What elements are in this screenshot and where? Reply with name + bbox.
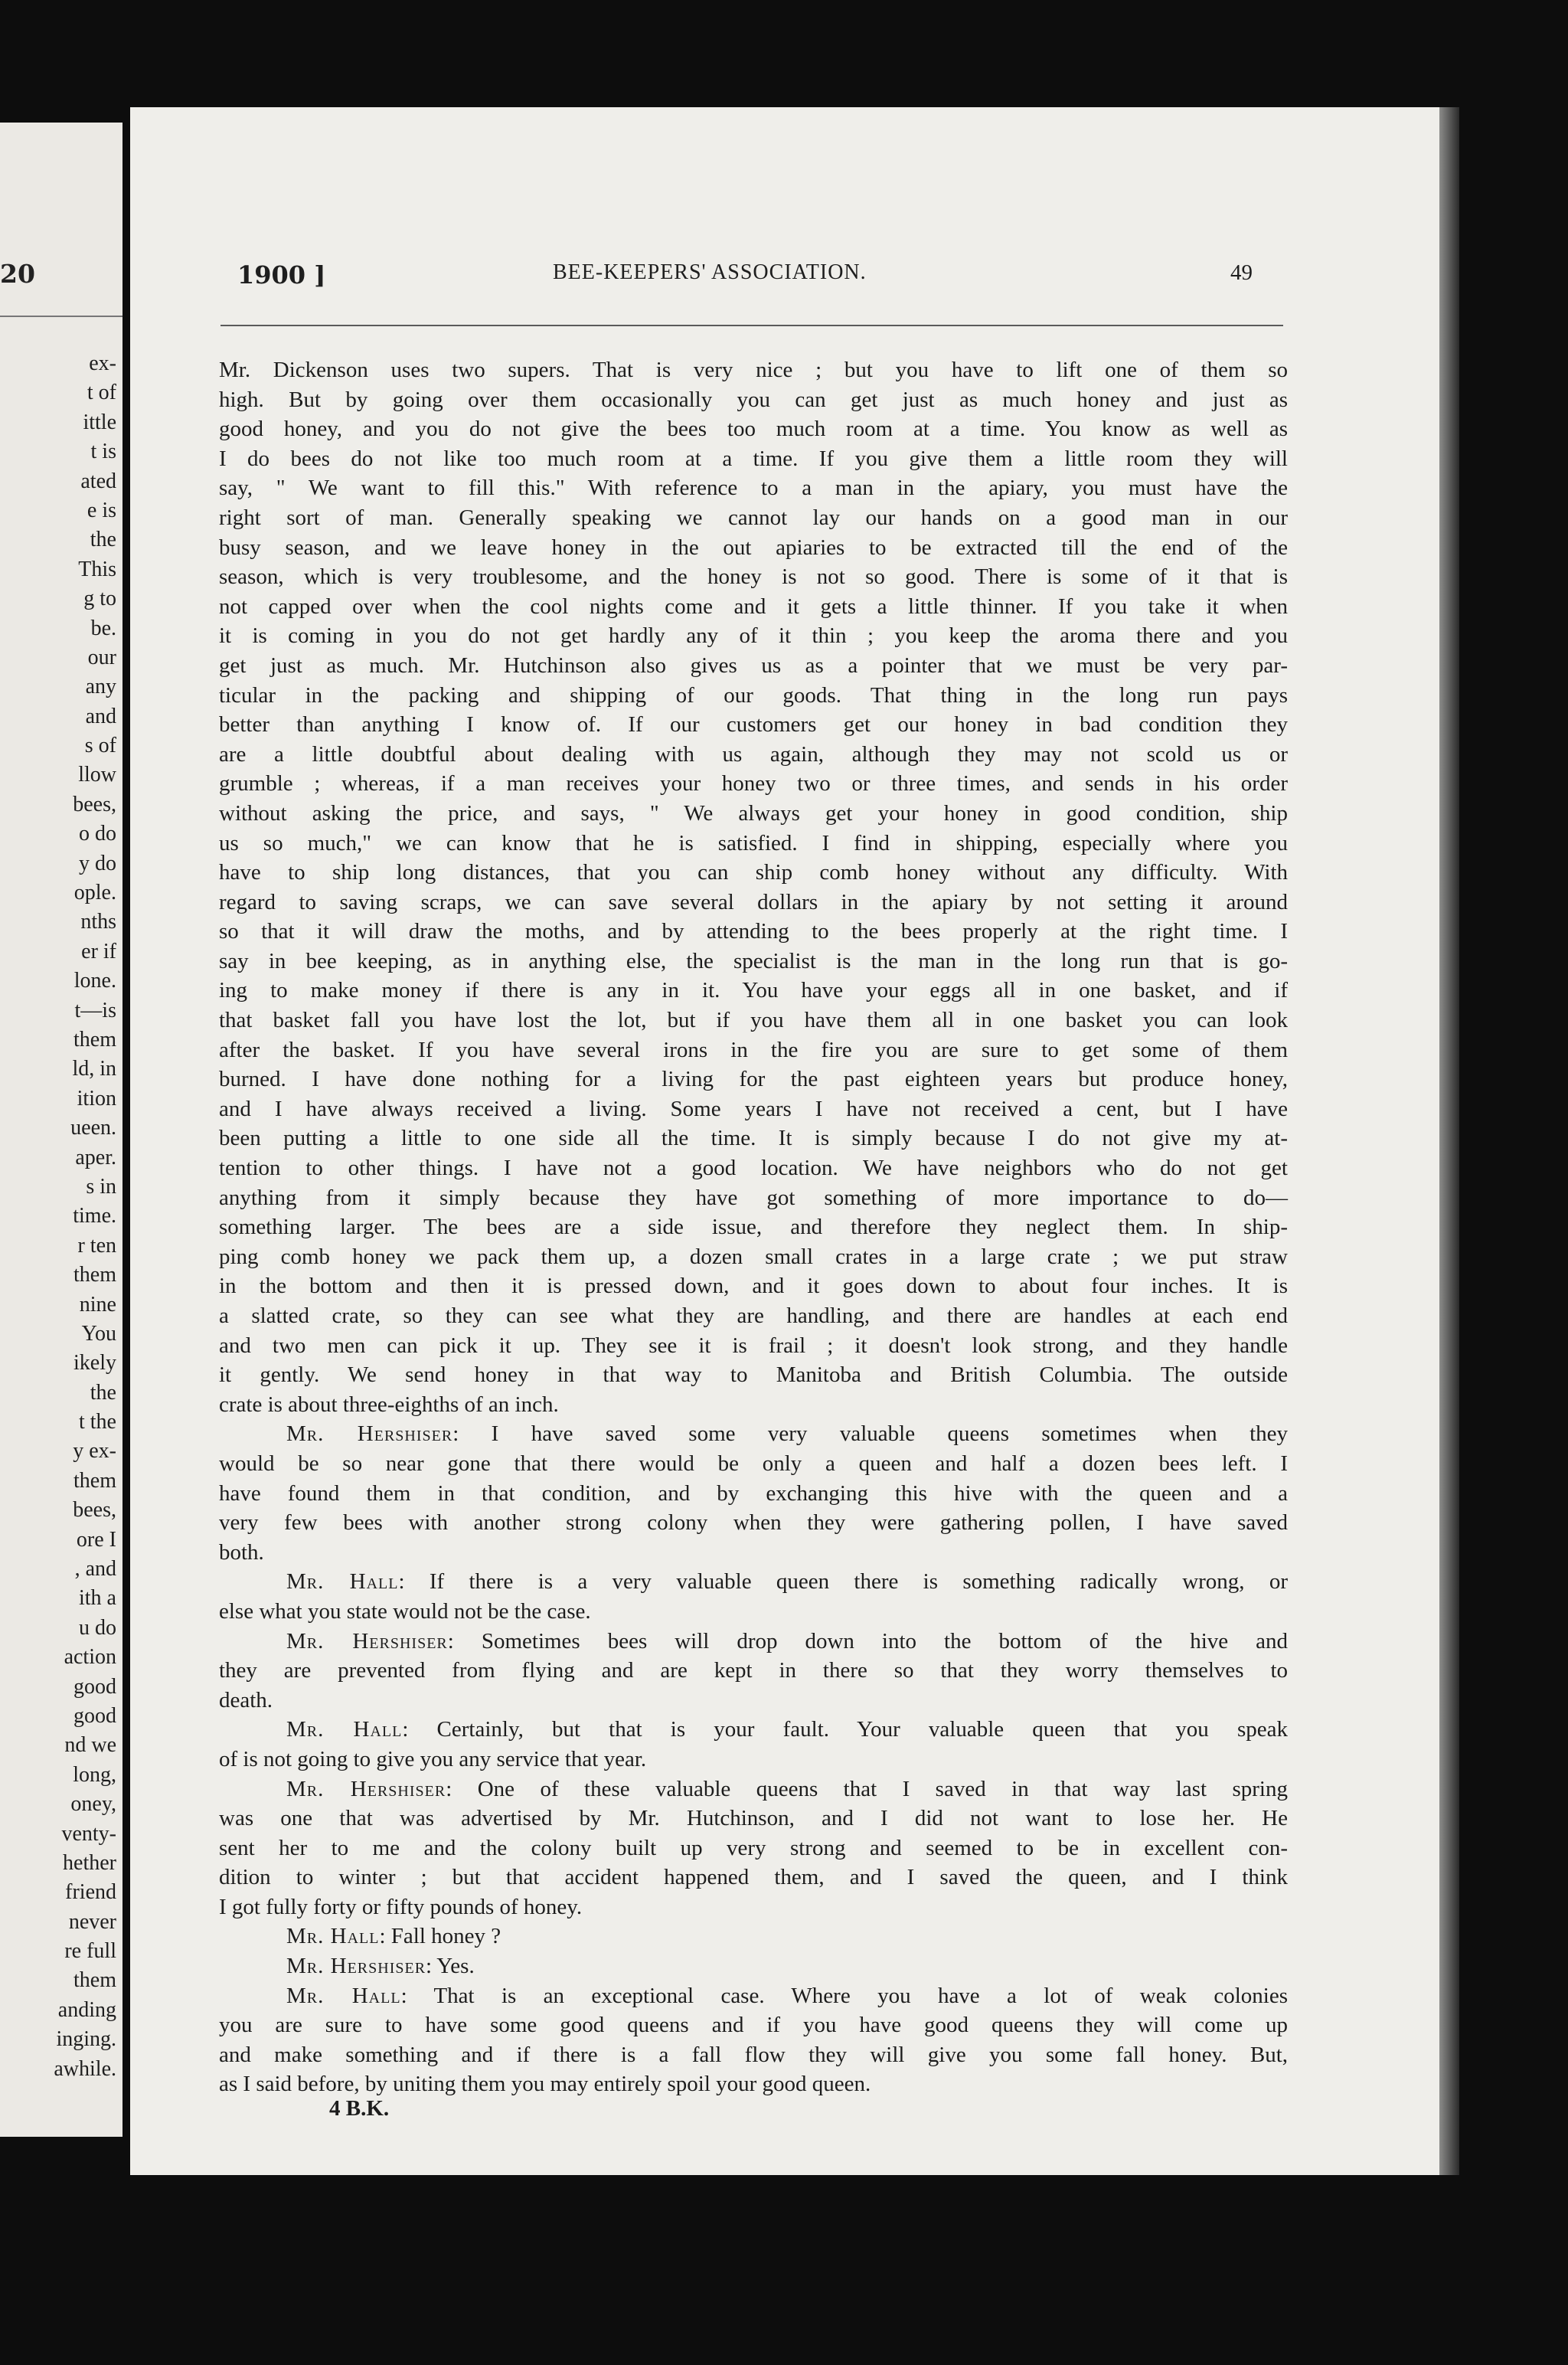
text-line: right sort of man. Generally speaking we cannot lay our hands on a good man in our [219, 505, 1288, 530]
page-body-text [219, 355, 1288, 2099]
previous-page-fragment-line: ition [77, 1086, 116, 1111]
page-number: 49 [1230, 260, 1253, 285]
previous-page-fragment-line: oney, [70, 1792, 116, 1817]
previous-page-number: 20 [0, 259, 35, 289]
previous-page-fragment-line: aper. [75, 1145, 116, 1169]
previous-page-fragment-line: bees, [73, 1498, 116, 1523]
speaker-name: Mr. Hershiser [286, 1628, 448, 1654]
previous-page-fragment-line: nine [79, 1292, 116, 1317]
text-line: are a little doubtful about dealing with us again, although they may not scold us or [219, 741, 1288, 767]
speaker-paragraph [219, 1775, 1288, 1922]
text-line: I got fully forty or fifty pounds of honey. [219, 1894, 583, 1919]
previous-page-fragment-line: ex- [89, 352, 116, 375]
previous-page-fragment-line: the [90, 1380, 116, 1405]
previous-page-fragment-line: You [81, 1321, 116, 1346]
previous-page-fragment-line: e is [87, 498, 116, 522]
text-line: as I said before, by uniting them you may entirely spoil your good queen. [219, 2072, 871, 2097]
previous-page-fragment-line: er if [81, 939, 116, 963]
previous-page-fragment-line: bees, [73, 792, 116, 816]
text-line: very few bees with another strong colony when they were gathering pollen, I have saved [219, 1510, 1288, 1536]
speaker-paragraph [219, 1922, 1288, 1951]
text-line [219, 1951, 1288, 1981]
text-line: and make something and if there is a fall flow they will give you some fall honey. But, [219, 2042, 1288, 2067]
previous-page-fragment-line: , and [74, 1557, 116, 1582]
text-line: of is not going to give you any service that year. [219, 1746, 647, 1771]
text-line: without asking the price, and says, " We always get your honey in good condition, ship [219, 800, 1288, 826]
speaker-name: Mr. Hershiser [286, 1954, 426, 1979]
text-line: say in bee keeping, as in anything else, the specialist is the man in the long run that is go- [219, 948, 1288, 973]
text-line: been putting a little to one side all the time. It is simply because I do not give my at- [219, 1126, 1288, 1151]
previous-page-fragment-line: any [85, 675, 116, 699]
text-line: tention to other things. I have not a good location. We have neighbors who do not get [219, 1156, 1288, 1181]
text-line: and two men can pick it up. They see it is frail ; it doesn't look strong, and they handle [219, 1333, 1288, 1358]
speaker-text: : If there is a very valuable queen there is something radically wrong, or [398, 1569, 1288, 1595]
text-line: death. [219, 1687, 273, 1712]
previous-page-fragment-line: t of [87, 381, 116, 405]
text-line: not capped over when the cool nights come and it gets a little thinner. If you take it when [219, 594, 1288, 619]
previous-page-fragment-line: s of [84, 734, 116, 758]
previous-page-fragment-line: hether [63, 1850, 116, 1875]
text-line: anything from it simply because they have got something of more importance to do— [219, 1185, 1288, 1210]
previous-page-fragment-line: nd we [64, 1733, 116, 1758]
speaker-text: : Yes. [426, 1954, 475, 1979]
text-line: get just as much. Mr. Hutchinson also gives us as a pointer that we must be very par- [219, 653, 1288, 678]
header-rule [220, 325, 1283, 326]
previous-page-fragment-line: r ten [77, 1233, 116, 1258]
previous-page-fragment-line: the [90, 528, 116, 552]
signature-mark: 4 B.K. [329, 2096, 390, 2121]
previous-page-fragment-line: venty- [61, 1821, 116, 1846]
speaker-paragraph [219, 1981, 1288, 2099]
text-line: regard to saving scraps, we can save several dollars in the apiary by not setting it around [219, 889, 1288, 914]
previous-page-fragment-line: them [74, 1027, 116, 1052]
speaker-paragraph [219, 1715, 1288, 1774]
previous-page-fragment-line: them [74, 1263, 116, 1287]
text-line [219, 1775, 1288, 1804]
text-line: they are prevented from flying and are kept in there so that they worry themselves to [219, 1658, 1288, 1683]
previous-page-fragment-line: s in [86, 1174, 116, 1199]
previous-page-fragment-line: ueen. [70, 1116, 116, 1140]
text-line: us so much," we can know that he is satisfied. I find in shipping, especially where you [219, 830, 1288, 855]
speaker-paragraph [219, 1419, 1288, 1567]
previous-page-fragment-line: nths [80, 910, 116, 934]
text-line: better than anything I know of. If our customers get our honey in bad condition they [219, 712, 1288, 738]
text-line: dition to winter ; but that accident happened them, and I saved the queen, and I think [219, 1865, 1288, 1890]
text-line: was one that was advertised by Mr. Hutchinson, and I did not want to lose her. He [219, 1806, 1288, 1831]
text-line: season, which is very troublesome, and the honey is not so good. There is some of it that is [219, 564, 1288, 590]
previous-page-fragment-line: anding [57, 1997, 116, 2022]
text-line: I do bees do not like too much room at a time. If you give them a little room they will [219, 446, 1288, 471]
previous-page-fragment-line: good [74, 1674, 116, 1699]
text-line: and I have always received a living. Some years I have not received a cent, but I have [219, 1096, 1288, 1121]
previous-page-fragment-line: action [64, 1645, 116, 1670]
text-line [219, 1922, 1288, 1951]
previous-page-fragment-line: ikely [74, 1351, 116, 1375]
previous-page-fragment-line: t is [90, 440, 116, 464]
speaker-text: : That is an exceptional case. Where you have a lot of weak colonies [400, 1983, 1288, 2008]
text-line: busy season, and we leave honey in the out apiaries to be extracted till the end of the [219, 535, 1288, 560]
text-line: crate is about three-eighths of an inch. [219, 1392, 559, 1417]
speaker-text: : Fall honey ? [379, 1924, 501, 1949]
text-line: a slatted crate, so they can see what they are handling, and there are handles at each end [219, 1304, 1288, 1328]
previous-page-fragment-line: g to [83, 587, 116, 611]
text-line [219, 1419, 1288, 1449]
speaker-name: Mr. Hall [286, 1569, 399, 1595]
text-line: high. But by going over them occasionally you can get just as much honey and just as [219, 387, 1288, 412]
text-line: so that it will draw the moths, and by attending to the bees properly at the right time. I [219, 919, 1288, 944]
text-line: have to ship long distances, that you can ship comb honey without any difficulty. With [219, 860, 1288, 885]
text-line: it gently. We send honey in that way to Manitoba and British Columbia. The outside [219, 1362, 1288, 1388]
speaker-name: Mr. Hall [286, 1717, 403, 1742]
text-line: would be so near gone that there would be only a queen and half a dozen bees left. I [219, 1451, 1288, 1476]
previous-page-fragment-line: llow [78, 763, 116, 787]
speaker-name: Mr. Hershiser [286, 1776, 446, 1801]
speaker-name: Mr. Hall [286, 1983, 401, 2008]
previous-page-fragment-line: our [87, 645, 116, 669]
speaker-text: : I have saved some very valuable queens sometimes when they [452, 1421, 1288, 1447]
text-line: it is coming in you do not get hardly any of it thin ; you keep the aroma there and you [219, 623, 1288, 649]
previous-page-fragment-line: ith a [79, 1586, 116, 1611]
previous-page-fragment-line: This [78, 557, 116, 581]
previous-page-text-fragments [54, 349, 116, 2084]
text-line: have found them in that condition, and by exchanging this hive with the queen and a [219, 1480, 1288, 1506]
speaker-paragraph [219, 1567, 1288, 1626]
text-line: else what you state would not be the case. [219, 1598, 591, 1624]
text-line: you are sure to have some good queens and if you have good queens they will come up [219, 2013, 1288, 2038]
previous-page-fragment-line: y ex- [73, 1439, 116, 1464]
speaker-text: : Sometimes bees will drop down into the bottom of the hive and [447, 1628, 1288, 1654]
text-line [219, 1981, 1288, 2011]
previous-page-fragment-line: ople. [74, 881, 116, 905]
text-line: both. [219, 1539, 264, 1565]
previous-page-fragment-line: lone. [74, 969, 116, 993]
speaker-paragraph [219, 1627, 1288, 1716]
previous-page-fragment-line: and [85, 704, 116, 728]
previous-page-fragment-line: inging. [56, 2027, 116, 2052]
previous-page-fragment-line: ld, in [72, 1057, 116, 1081]
page-edge-shadow [1439, 107, 1459, 2175]
paragraph [219, 355, 1288, 1419]
text-line: good honey, and you do not give the bees too much room at a time. You know as well as [219, 417, 1288, 442]
previous-page-fragment-line: friend [65, 1880, 116, 1905]
previous-page-fragment-line: ittle [83, 410, 116, 434]
text-line: ing to make money if there is any in it. You have your eggs all in one basket, and if [219, 978, 1288, 1003]
previous-page-fragment-line: y do [79, 851, 116, 875]
page-header-year: 1900 ] [237, 260, 326, 289]
previous-page-fragment [0, 123, 122, 2137]
previous-page-fragment-line: good [74, 1703, 116, 1728]
speaker-name: Mr. Hall [286, 1924, 380, 1949]
text-line [219, 1627, 1288, 1657]
text-line: burned. I have done nothing for a living for the past eighteen years but produce honey, [219, 1067, 1288, 1092]
previous-page-fragment-line: u do [79, 1615, 116, 1640]
text-line: that basket fall you have lost the lot, but if you have them all in one basket you can look [219, 1008, 1288, 1033]
previous-page-fragment-line: o do [79, 822, 116, 846]
previous-page-fragment-line: t—is [74, 998, 116, 1022]
previous-page-fragment-line: awhile. [54, 2056, 116, 2081]
previous-page-fragment-line: ated [80, 469, 116, 493]
previous-page-fragment-line: them [74, 1468, 116, 1493]
text-line: something larger. The bees are a side issue, and therefore they neglect them. In ship- [219, 1215, 1288, 1240]
text-line [219, 1567, 1288, 1597]
previous-page-fragment-line: never [68, 1909, 116, 1934]
text-line: in the bottom and then it is pressed down, and it goes down to about four inches. It is [219, 1274, 1288, 1299]
previous-page-fragment-line: re full [64, 1939, 116, 1964]
text-line: grumble ; whereas, if a man receives your honey two or three times, and sends in his order [219, 771, 1288, 797]
text-line: ping comb honey we pack them up, a dozen small crates in a large crate ; we put straw [219, 1244, 1288, 1269]
previous-page-header-rule [0, 316, 122, 317]
speaker-paragraph [219, 1951, 1288, 1981]
previous-page-fragment-line: ore I [76, 1527, 116, 1552]
previous-page-fragment-line: be. [90, 616, 116, 640]
text-line: ticular in the packing and shipping of our goods. That thing in the long run pays [219, 682, 1288, 708]
previous-page-fragment-line: time. [73, 1204, 116, 1228]
text-line: after the basket. If you have several irons in the fire you are sure to get some of them [219, 1037, 1288, 1062]
speaker-text: : One of these valuable queens that I saved in that way last spring [446, 1776, 1288, 1801]
previous-page-fragment-line: them [74, 1968, 116, 1993]
previous-page-fragment-line: t the [79, 1410, 116, 1434]
speaker-text: : Certainly, but that is your fault. Your valuable queen that you speak [402, 1717, 1288, 1742]
text-line: Mr. Dickenson uses two supers. That is very nice ; but you have to lift one of them so [219, 358, 1288, 382]
speaker-name: Mr. Hershiser [286, 1421, 453, 1447]
text-line: sent her to me and the colony built up very strong and seemed to be in excellent con- [219, 1835, 1288, 1860]
text-line [219, 1715, 1288, 1745]
text-line: say, " We want to fill this." With reference to a man in the apiary, you must have the [219, 476, 1288, 501]
page-header-title: BEE-KEEPERS' ASSOCIATION. [553, 260, 867, 284]
previous-page-fragment-line: long, [73, 1762, 116, 1787]
